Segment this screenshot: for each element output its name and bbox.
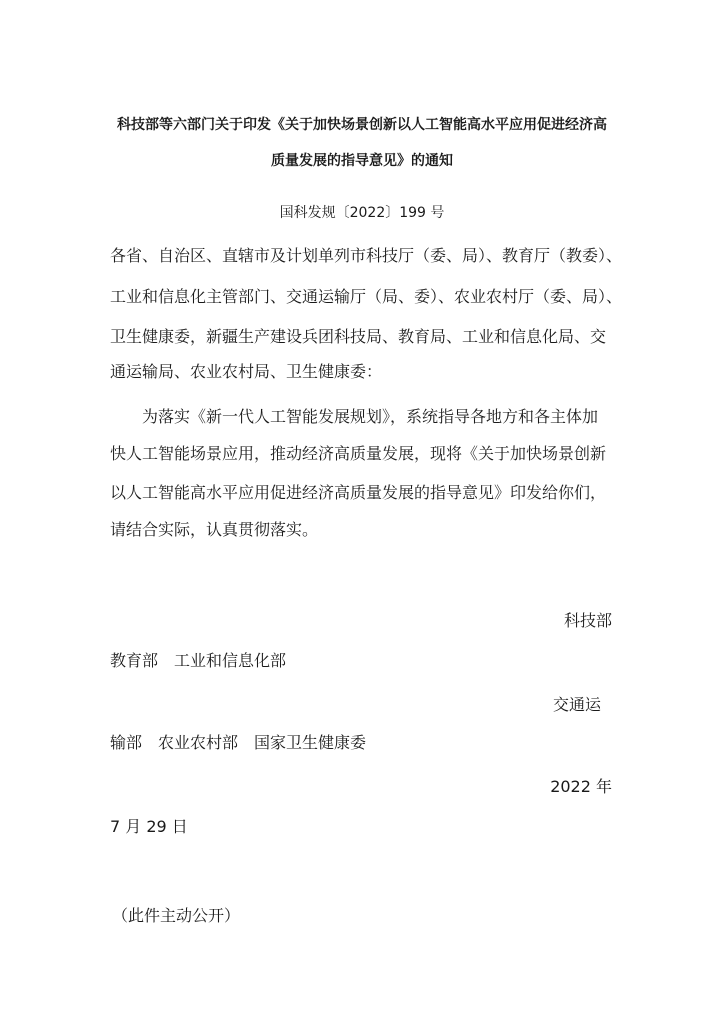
recipients-line-3: 卫生健康委，新疆生产建设兵团科技局、教育局、工业和信息化局、交: [110, 327, 607, 346]
recipients-line-2: 工业和信息化主管部门、交通运输厅（局、委）、农业农村厅（委、局）、: [110, 287, 623, 306]
body-line-4: 请结合实际，认真贯彻落实。: [110, 520, 319, 539]
document-title-line-2: 质量发展的指导意见》的通知: [271, 153, 453, 169]
body-line-1: 为落实《新一代人工智能发展规划》，系统指导各地方和各主体加: [142, 407, 599, 426]
signature-line-4: 输部 农业农村部 国家卫生健康委: [110, 733, 367, 752]
body-line-2: 快人工智能场景应用，推动经济高质量发展，现将《关于加快场景创新: [110, 444, 607, 463]
body-line-3: 以人工智能高水平应用促进经济高质量发展的指导意见》印发给你们，: [110, 483, 607, 502]
signature-line-3: 交通运: [552, 695, 601, 714]
document-number: 国科发规〔2022〕199 号: [279, 205, 445, 221]
recipients-line-1: 各省、自治区、直辖市及计划单列市科技厅（委、局）、教育厅（教委）、: [110, 246, 623, 265]
signature-date-month-day: 7 月 29 日: [110, 817, 188, 836]
disclosure-note: （此件主动公开）: [112, 906, 241, 925]
recipients-line-4: 通运输局、农业农村局、卫生健康委：: [110, 362, 383, 381]
signature-line-2: 教育部 工业和信息化部: [110, 651, 287, 670]
signature-date-year: 2022 年: [550, 777, 612, 796]
document-title-line-1: 科技部等六部门关于印发《关于加快场景创新以人工智能高水平应用促进经济高: [117, 117, 607, 133]
signature-ministry-of-science: 科技部: [563, 611, 612, 630]
